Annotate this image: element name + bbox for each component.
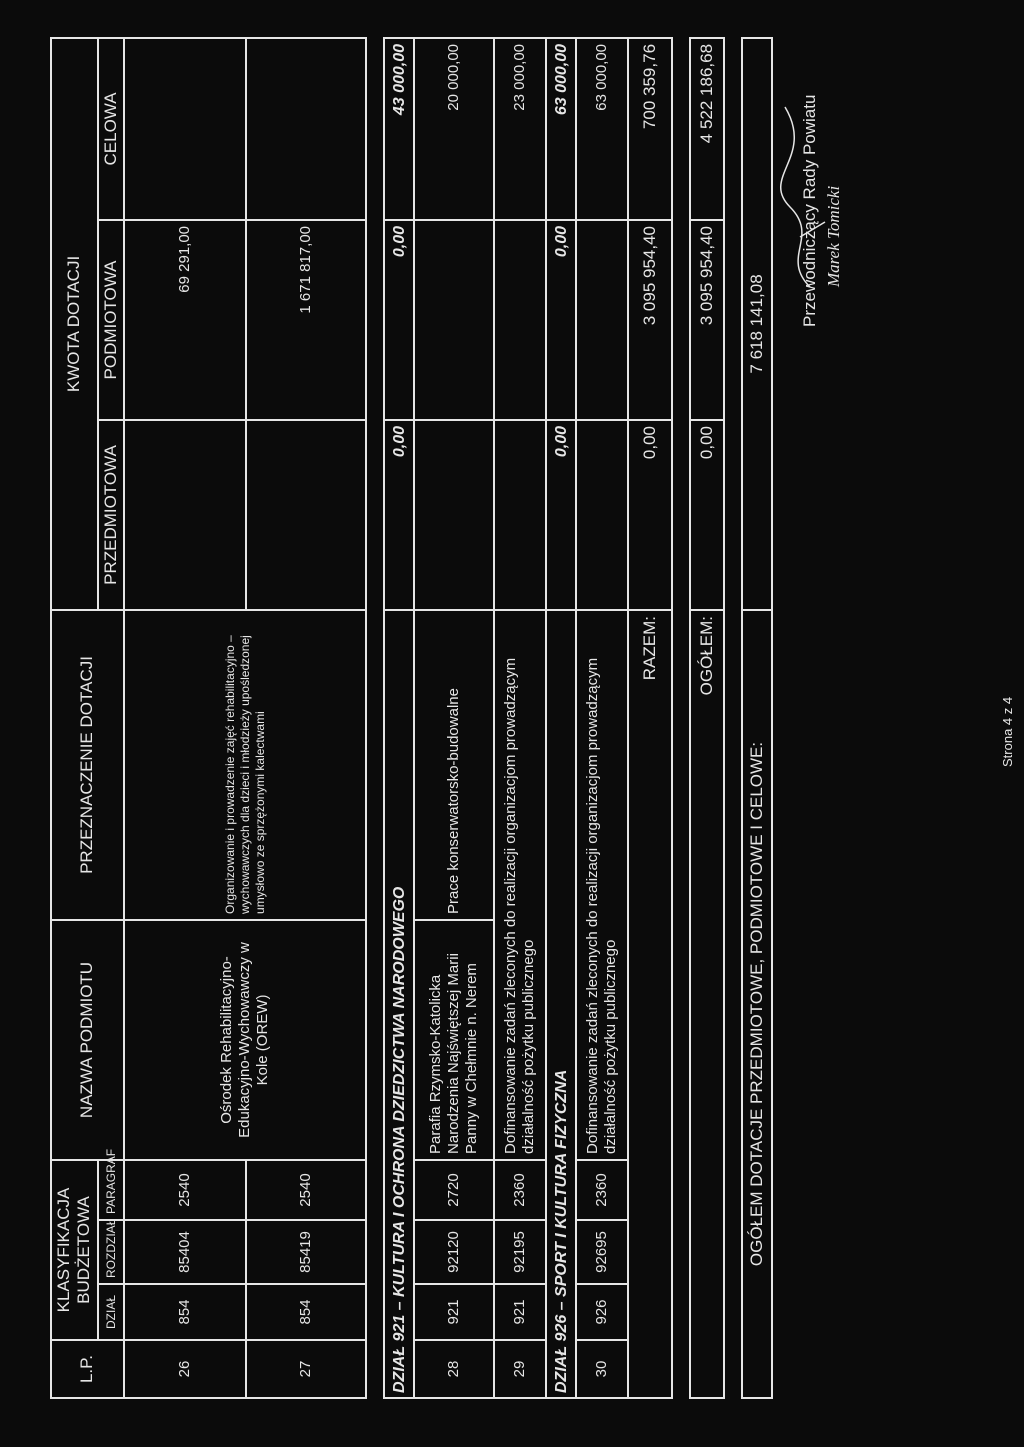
cell-lp: 27 (246, 1340, 366, 1398)
cell-dzial: 926 (576, 1284, 628, 1340)
header-classification: KLASYFIKACJA BUDŻETOWA (51, 1160, 98, 1340)
cell-podmiotowa (494, 220, 546, 420)
cell-paragraf: 2720 (414, 1160, 494, 1220)
cell-paragraf: 2360 (576, 1160, 628, 1220)
cell-celowa (124, 38, 246, 220)
header-rozdzial: ROZDZIAŁ (98, 1220, 124, 1284)
header-row-top (51, 38, 98, 1398)
cell-purpose: Organizowanie i prowadzenie zajęć rehabilitacyjno – wychowawczych dla dzieci i młodzieży upośledzonej umysłowo ze sprzężonymi kalectwami (124, 610, 366, 920)
cell-purpose: Prace konserwatorsko-budowalne (414, 610, 494, 920)
razem-podmiotowa: 3 095 954,40 (628, 220, 672, 420)
cell-paragraf: 2540 (124, 1160, 246, 1220)
table-row (124, 38, 246, 1398)
cell-dzial: 921 (494, 1284, 546, 1340)
ogolem-all-label: OGÓŁEM DOTACJE PRZEDMIOTOWE, PODMIOTOWE I CELOWE: (742, 610, 772, 1398)
cell-celowa: 63 000,00 (576, 38, 628, 220)
header-dzial: DZIAŁ (98, 1284, 124, 1340)
cell-przedmiotowa (246, 420, 366, 610)
cell-entity: Ośrodek Rehabilitacyjno-Edukacyjno-Wychowawczy w Kole (OREW) (124, 920, 366, 1160)
signature-block (800, 27, 844, 327)
cell-celowa (246, 38, 366, 220)
section-921-przedmiotowa: 0,00 (384, 420, 414, 610)
header-celowa: CELOWA (98, 38, 124, 220)
section-926-celowa: 63 000,00 (546, 38, 576, 220)
ogolem-label: OGÓŁEM: (690, 610, 724, 1398)
razem-przedmiotowa: 0,00 (628, 420, 672, 610)
section-921-podmiotowa: 0,00 (384, 220, 414, 420)
signature-name: Marek Tomicki (824, 185, 843, 287)
header-przedmiotowa: PRZEDMIOTOWA (98, 420, 124, 610)
ogolem-przedmiotowa: 0,00 (690, 420, 724, 610)
cell-przedmiotowa (414, 420, 494, 610)
cell-podmiotowa (414, 220, 494, 420)
cell-entity: Parafia Rzymsko-Katolicka Narodzenia Najświętszej Marii Panny w Chełmnie n. Nerem (414, 920, 494, 1160)
section-926-przedmiotowa: 0,00 (546, 420, 576, 610)
header-lp: L.P. (51, 1340, 124, 1398)
signature-title: Przewodniczący Rady Powiatu (800, 94, 819, 327)
section-921-row (384, 38, 414, 1398)
ogolem-all-row (742, 38, 772, 1398)
ogolem-row (690, 38, 724, 1398)
cell-dzial: 854 (246, 1284, 366, 1340)
ogolem-celowa: 4 522 186,68 (690, 38, 724, 220)
razem-label: RAZEM: (628, 610, 672, 1398)
page-footer: Strona 4 z 4 (1000, 696, 1015, 767)
cell-paragraf: 2540 (246, 1160, 366, 1220)
cell-rozdzial: 85419 (246, 1220, 366, 1284)
cell-entity: Dofinansowanie zadań zleconych do realizacji organizacjom prowadzącym działalność pożytku publicznego (494, 610, 546, 1160)
header-paragraf: PARAGRAF (98, 1160, 124, 1220)
cell-rozdzial: 85404 (124, 1220, 246, 1284)
header-amount: KWOTA DOTACJI (51, 38, 98, 610)
cell-lp: 29 (494, 1340, 546, 1398)
cell-przedmiotowa (576, 420, 628, 610)
section-921-celowa: 43 000,00 (384, 38, 414, 220)
cell-przedmiotowa (494, 420, 546, 610)
cell-rozdzial: 92120 (414, 1220, 494, 1284)
table-row (494, 38, 546, 1398)
ogolem-all-value: 7 618 141,08 (742, 38, 772, 610)
section-926-row (546, 38, 576, 1398)
cell-rozdzial: 92695 (576, 1220, 628, 1284)
table-row (414, 38, 494, 1398)
grants-table (50, 37, 773, 1399)
header-entity: NAZWA PODMIOTU (51, 920, 124, 1160)
header-podmiotowa: PODMIOTOWA (98, 220, 124, 420)
cell-celowa: 20 000,00 (414, 38, 494, 220)
cell-paragraf: 2360 (494, 1160, 546, 1220)
header-purpose: PRZEZNACZENIE DOTACJI (51, 610, 124, 920)
section-926-label: DZIAŁ 926 – SPORT I KULTURA FIZYCZNA (546, 610, 576, 1398)
cell-celowa: 23 000,00 (494, 38, 546, 220)
cell-podmiotowa: 1 671 817,00 (246, 220, 366, 420)
section-921-label: DZIAŁ 921 – KULTURA I OCHRONA DZIEDZICTWA NARODOWEGO (384, 610, 414, 1398)
table-row (576, 38, 628, 1398)
cell-lp: 30 (576, 1340, 628, 1398)
cell-podmiotowa (576, 220, 628, 420)
cell-podmiotowa: 69 291,00 (124, 220, 246, 420)
section-926-podmiotowa: 0,00 (546, 220, 576, 420)
signature-scribble-icon (770, 97, 830, 297)
cell-entity: Dofinansowanie zadań zleconych do realizacji organizacjom prowadzącym działalność pożytku publicznego (576, 610, 628, 1160)
cell-rozdzial: 92195 (494, 1220, 546, 1284)
cell-dzial: 921 (414, 1284, 494, 1340)
razem-celowa: 700 359,76 (628, 38, 672, 220)
cell-przedmiotowa (124, 420, 246, 610)
ogolem-podmiotowa: 3 095 954,40 (690, 220, 724, 420)
cell-lp: 26 (124, 1340, 246, 1398)
razem-row (628, 38, 672, 1398)
cell-dzial: 854 (124, 1284, 246, 1340)
cell-lp: 28 (414, 1340, 494, 1398)
